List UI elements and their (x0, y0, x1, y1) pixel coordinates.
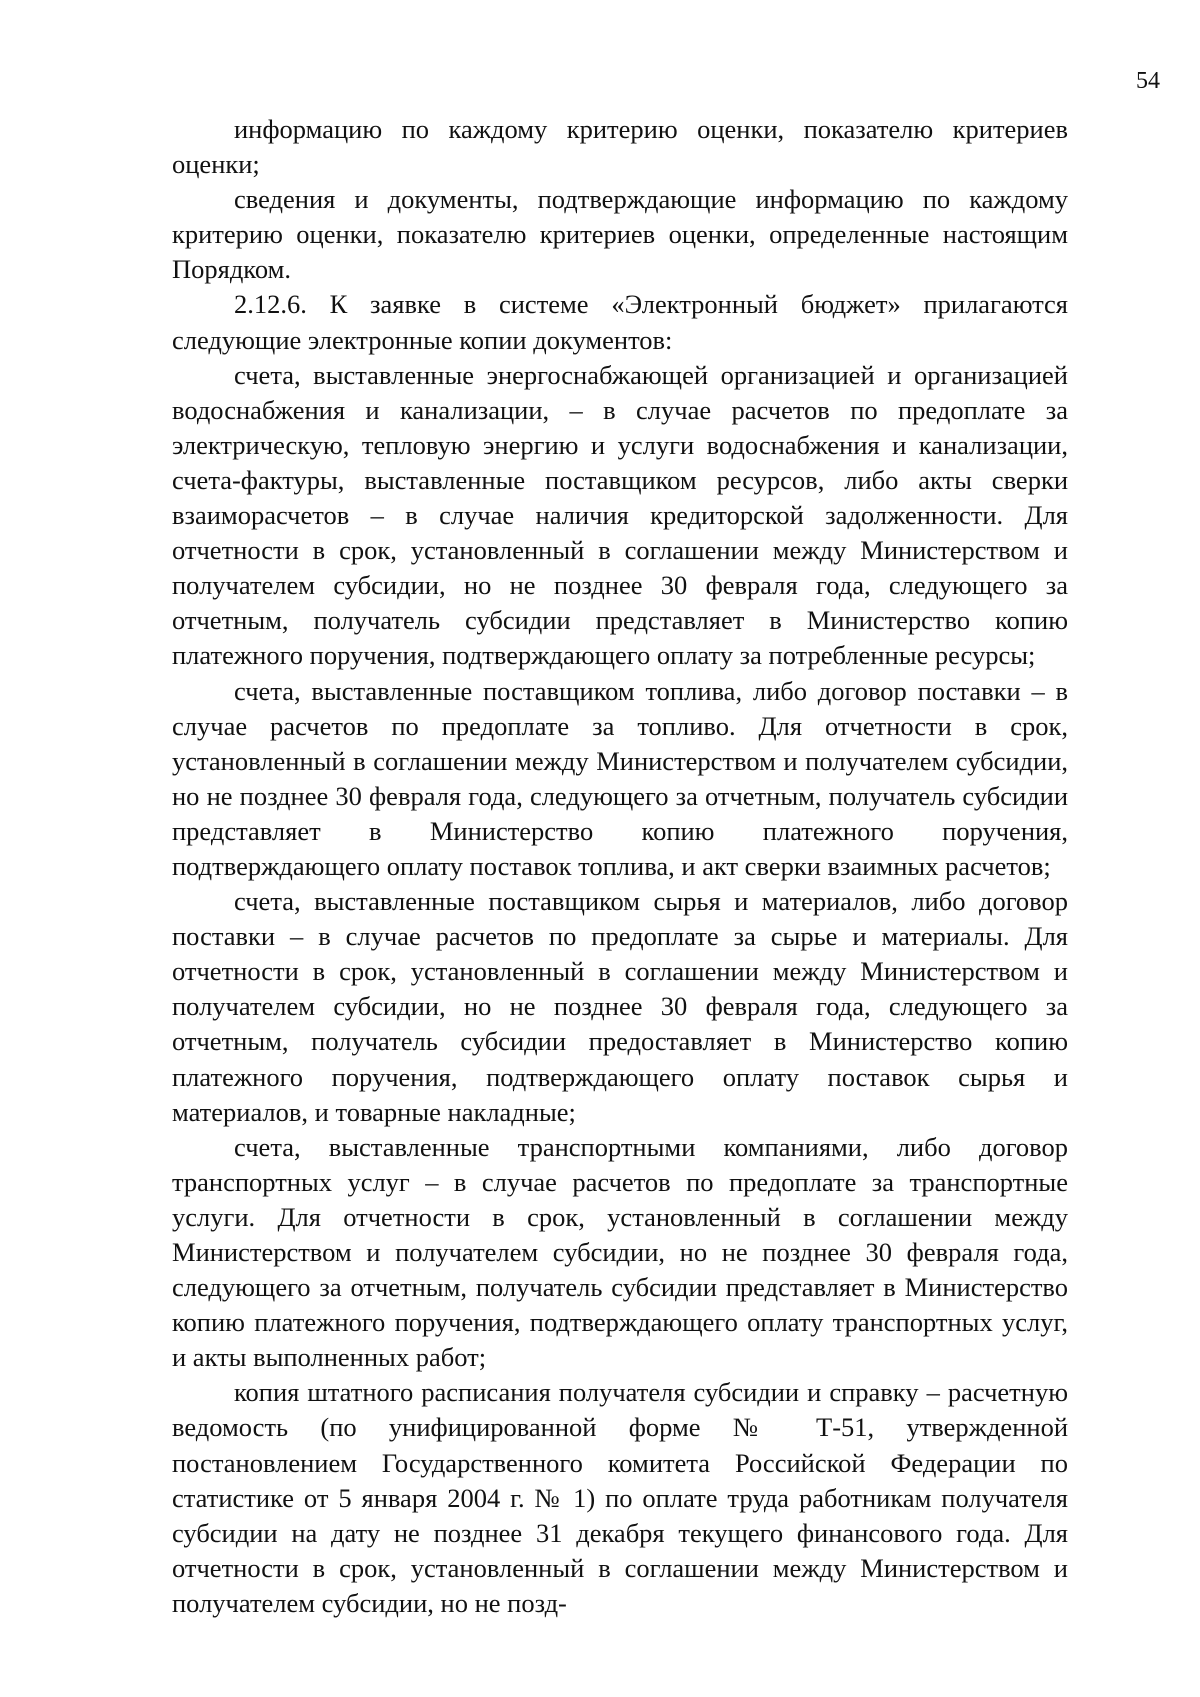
page-number: 54 (1136, 68, 1160, 94)
paragraph: счета, выставленные транспортными компаниями, либо договор транспортных услуг – в случае расчетов по предоплате за транспортные услуги. Для отчетности в срок, установленный в соглашении между Министерством и получателем субсидии, но не позднее 30 февраля года, следующего за отчетным, получатель субсидии представляет в Министерство копию платежного поручения, подтверждающего оплату транспортных услуг, и акты выполненных работ; (172, 1131, 1068, 1373)
paragraph: счета, выставленные энергоснабжающей организацией и организацией водоснабжения и канализации, – в случае расчетов по предоплате за электрическую, тепловую энергию и услуги водоснабжения и канализации, счета-фактуры, выставленные поставщиком ресурсов, либо акты сверки взаиморасчетов – в случае наличия кредиторской задолженности. Для отчетности в срок, установленный в соглашении между Министерством и получателем субсидии, но не позднее 30 февраля года, следующего за отчетным, получатель субсидии представляет в Министерство копию платежного поручения, подтверждающего оплату за потребленные ресурсы; (172, 359, 1068, 671)
paragraph: сведения и документы, подтверждающие информацию по каждому критерию оценки, показателю критериев оценки, определенные настоящим Порядком. (172, 184, 1068, 285)
paragraph: счета, выставленные поставщиком топлива, либо договор поставки – в случае расчетов по предоплате за топливо. Для отчетности в срок, установленный в соглашении между Министерством и получателем субсидии, но не позднее 30 февраля года, следующего за отчетным, получатель субсидии представляет в Министерство копию платежного поручения, подтверждающего оплату поставок топлива, и акт сверки взаимных расчетов; (172, 675, 1068, 881)
paragraph: счета, выставленные поставщиком сырья и материалов, либо договор поставки – в случае расчетов по предоплате за сырье и материалы. Для отчетности в срок, установленный в соглашении между Министерством и получателем субсидии, но не позднее 30 февраля года, следующего за отчетным, получатель субсидии предоставляет в Министерство копию платежного поручения, подтверждающего оплату поставок сырья и материалов, и товарные накладные; (172, 886, 1068, 1127)
paragraph: копия штатного расписания получателя субсидии и справку – расчетную ведомость (по унифицированной форме № Т-51, утвержденной постановлением Государственного комитета Российской Федерации по статистике от 5 января 2004 г. № 1) по оплате труда работникам получателя субсидии на дату не позднее 31 декабря текущего финансового года. Для отчетности в срок, установленный в соглашении между Министерством и получателем субсидии, но не позд- (172, 1377, 1068, 1618)
paragraph: 2.12.6. К заявке в системе «Электронный бюджет» прилагаются следующие электронные копии документов: (172, 289, 1068, 355)
document-body (172, 112, 1068, 1621)
paragraph: информацию по каждому критерию оценки, показателю критериев оценки; (172, 114, 1068, 180)
